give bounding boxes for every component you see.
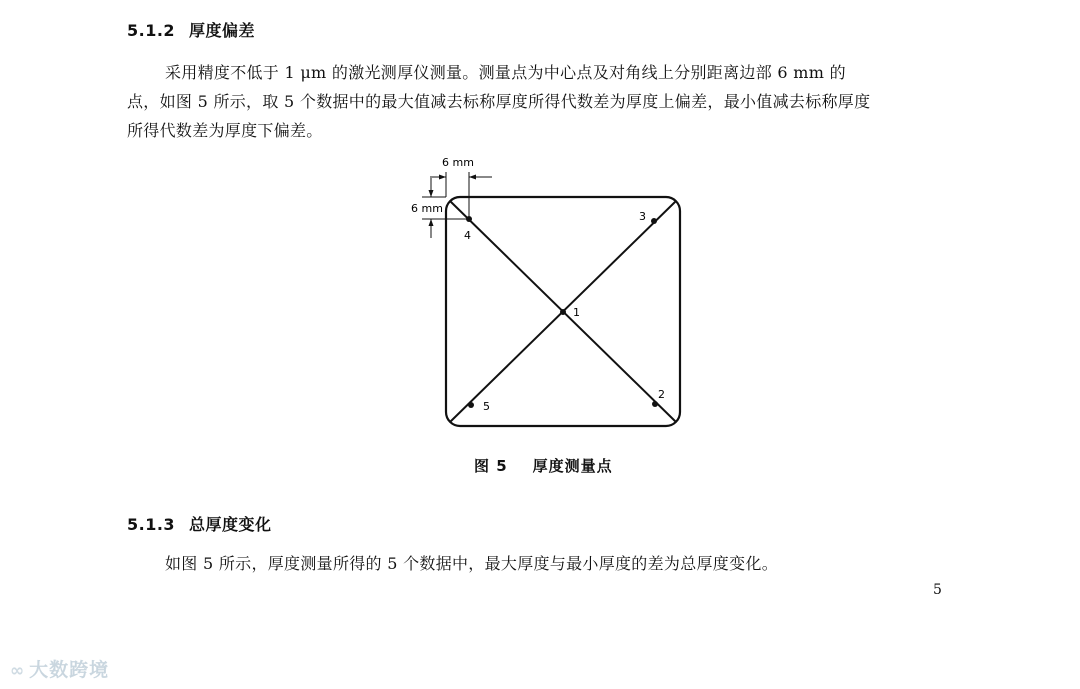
dimension-label-top: 6 mm — [442, 156, 474, 169]
paragraph-line: 采用精度不低于 1 μm 的激光测厚仪测量。测量点为中心点及对角线上分别距离边部 6 mm 的 — [165, 63, 846, 82]
figure-caption-title: 厚度测量点 — [532, 457, 613, 475]
section-title: 厚度偏差 — [189, 21, 256, 40]
paragraph-5-1-3 — [127, 549, 778, 578]
paragraph-5-1-2 — [127, 58, 870, 145]
figure-caption — [474, 455, 613, 476]
paragraph-line: 点，如图 5 所示，取 5 个数据中的最大值减去标称厚度所得代数差为厚度上偏差，最小值减去标称厚度 — [127, 92, 871, 111]
thickness-measurement-figure — [400, 150, 700, 440]
watermark — [10, 655, 109, 682]
dimension-arrow — [429, 219, 434, 226]
section-title: 总厚度变化 — [189, 515, 272, 534]
measurement-point-4 — [466, 216, 472, 222]
section-number: 5.1.3 — [127, 515, 176, 534]
paragraph-line: 如图 5 所示，厚度测量所得的 5 个数据中，最大厚度与最小厚度的差为总厚度变化。 — [165, 554, 779, 573]
figure-caption-number: 图 5 — [474, 457, 508, 475]
dimension-arrow — [429, 190, 434, 197]
dimension-arrow — [439, 175, 446, 180]
point-label-3: 3 — [639, 210, 646, 223]
paragraph-line: 所得代数差为厚度下偏差。 — [127, 121, 323, 140]
dimension-arrow — [469, 175, 476, 180]
point-label-2: 2 — [658, 388, 665, 401]
watermark-text: 大数跨境 — [29, 659, 110, 681]
watermark-logo-icon: ∞ — [10, 661, 26, 681]
point-label-5: 5 — [483, 400, 490, 413]
page-number: 5 — [933, 582, 942, 598]
measurement-point-1 — [560, 309, 566, 315]
point-label-1: 1 — [573, 306, 580, 319]
point-label-4: 4 — [464, 229, 471, 242]
section-heading-5-1-2 — [127, 18, 255, 41]
dimension-label-left: 6 mm — [411, 202, 443, 215]
section-heading-5-1-3 — [127, 512, 272, 535]
measurement-point-5 — [468, 402, 474, 408]
section-number: 5.1.2 — [127, 21, 176, 40]
measurement-point-3 — [651, 218, 657, 224]
measurement-point-2 — [652, 401, 658, 407]
